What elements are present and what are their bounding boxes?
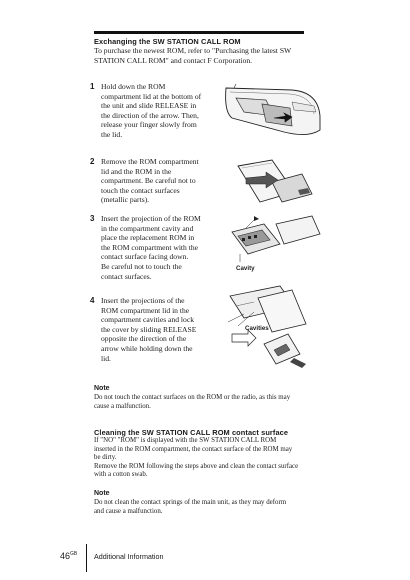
top-rule	[94, 31, 304, 34]
step-number: 2	[90, 157, 95, 166]
page-number-suffix: GB	[70, 551, 78, 557]
step-line: the ROM compartment with the	[101, 242, 199, 252]
rom-insert-illustration	[226, 214, 322, 266]
step-line: ROM compartment lid in the	[101, 305, 190, 315]
step-text	[101, 157, 220, 205]
cleaning-paragraph	[94, 437, 298, 480]
cavity-label: Cavity	[236, 265, 255, 272]
note-title: Note	[94, 385, 110, 392]
note-text	[94, 394, 290, 411]
rom-removal-illustration	[232, 156, 318, 212]
step-line: opposite the direction of the	[101, 334, 187, 344]
note-text	[94, 499, 286, 516]
cleaning-line: be dirty.	[94, 454, 117, 462]
note-line: and cause a malfunction.	[94, 507, 163, 515]
step-line: lid and the ROM in the	[101, 166, 172, 176]
step-line: Remove the ROM compartment	[101, 157, 199, 166]
cleaning-line: with a cotton swab.	[94, 471, 148, 479]
step-line: (metallic parts).	[101, 195, 150, 205]
page-number	[60, 551, 77, 561]
intro-paragraph	[94, 46, 291, 65]
step-2	[90, 157, 220, 205]
step-4	[90, 296, 220, 363]
step-text	[101, 296, 220, 363]
step-line: Hold down the ROM	[101, 82, 166, 91]
step-text	[101, 214, 220, 281]
step-line: release your finger slowly from	[101, 120, 197, 130]
step-line: Be careful not to touch the	[101, 261, 182, 271]
step-line: Insert the projections of the	[101, 296, 185, 305]
cavities-label: Cavities	[245, 325, 269, 332]
note-line: cause a malfunction.	[94, 402, 151, 410]
step-line: Insert the projection of the ROM	[101, 214, 201, 223]
footer-divider	[86, 544, 87, 572]
step-line: compartment. Be careful not to	[101, 176, 196, 186]
step-line: in the compartment cavity and	[101, 223, 194, 233]
step-line: lid.	[101, 353, 111, 363]
step-line: contact surfaces.	[101, 271, 152, 281]
page-number-value: 46	[60, 551, 71, 561]
note-title: Note	[94, 490, 110, 497]
step-line: the lid.	[101, 129, 123, 139]
step-line: contact surface facing down.	[101, 252, 189, 262]
step-line: place the replacement ROM in	[101, 233, 195, 243]
step-number: 1	[90, 82, 95, 91]
cleaning-line: If "NO" "ROM" is displayed with the SW STATION CALL ROM	[94, 437, 277, 444]
step-text	[101, 82, 220, 140]
note-line: Do not touch the contact surfaces on the ROM or the radio, as this may	[94, 394, 291, 401]
step-line: the unit and slide RELEASE in	[101, 101, 197, 111]
step-1	[90, 82, 220, 140]
step-line: compartment lid at the bottom of	[101, 91, 202, 101]
section-heading-exchanging: Exchanging the SW STATION CALL ROM	[94, 37, 241, 46]
step-line: compartment cavities and lock	[101, 315, 194, 325]
cleaning-line: inserted in the ROM compartment, the contact surface of the ROM may	[94, 445, 293, 453]
radio-bottom-illustration	[222, 82, 324, 140]
intro-line: To purchase the newest ROM, refer to "Purchasing the latest SW	[94, 46, 292, 55]
step-number: 3	[90, 214, 95, 223]
note-line: Do not clean the contact springs of the main unit, as they may deform	[94, 499, 287, 506]
step-number: 4	[90, 296, 95, 305]
step-line: touch the contact surfaces	[101, 185, 180, 195]
intro-line: STATION CALL ROM" and contact F Corporation.	[94, 55, 253, 65]
step-line: arrow while holding down the	[101, 343, 193, 353]
step-line: the direction of the arrow. Then,	[101, 110, 199, 120]
cleaning-line: Remove the ROM following the steps above and clean the contact surface	[94, 462, 299, 470]
footer-section: Additional Information	[94, 552, 164, 561]
step-line: the cover by sliding RELEASE	[101, 324, 197, 334]
section-heading-cleaning: Cleaning the SW STATION CALL ROM contact surface	[94, 428, 289, 437]
step-3	[90, 214, 220, 281]
